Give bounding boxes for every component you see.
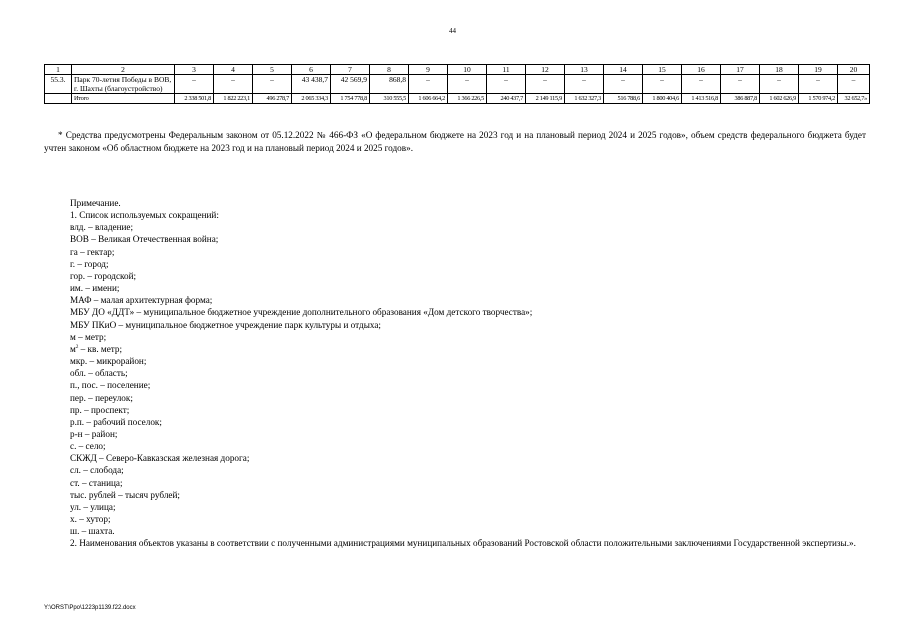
table-header-cell: 6	[292, 65, 331, 75]
abbreviation-item: сл. – слобода;	[70, 465, 124, 476]
table-header-cell: 17	[721, 65, 760, 75]
abbreviation-item: гор. – городской;	[70, 270, 137, 281]
table-header-cell: 8	[370, 65, 409, 75]
abbreviation-item: обл. – область;	[70, 368, 128, 379]
table-cell: –	[799, 75, 838, 94]
abbreviation-item: пр. – проспект;	[70, 404, 130, 415]
abbreviation-item: га – гектар;	[70, 246, 115, 257]
table-cell: 1 800 404,6	[643, 94, 682, 104]
footnote: * Средства предусмотрены Федеральным законом от 05.12.2022 № 466-ФЗ «О федеральном бюджете на 2023 год и на плановый период 2024 и 2025 годов», объем средств федерального бюджета будет учтен законом «Об областном бюджете на 2023 год и на плановый период 2024 и 2025 годов».	[44, 130, 866, 153]
notes-heading: Примечание.	[70, 198, 121, 208]
notes-section	[70, 197, 866, 550]
table-cell: 2 149 115,9	[526, 94, 565, 104]
table-cell: 516 788,6	[604, 94, 643, 104]
table-header-row	[45, 65, 870, 75]
abbreviation-item: пер. – переулок;	[70, 392, 133, 403]
table-row	[45, 75, 870, 94]
table-header-cell: 15	[643, 65, 682, 75]
table-cell: –	[526, 75, 565, 94]
table-header-cell: 18	[760, 65, 799, 75]
abbreviation-item: ул. – улица;	[70, 501, 116, 512]
file-path: Y:\ORST\Ppo\1223p1139.f22.docx	[44, 605, 136, 611]
table-cell: 310 555,5	[370, 94, 409, 104]
table-cell: 1 602 626,9	[760, 94, 799, 104]
abbreviation-item: мкр. – микрорайон;	[70, 356, 147, 367]
table-cell: 55.3.	[45, 75, 72, 94]
table-header-cell: 7	[331, 65, 370, 75]
table-header-cell: 4	[214, 65, 253, 75]
table-header-cell: 3	[175, 65, 214, 75]
table-header-cell: 10	[448, 65, 487, 75]
table-cell: –	[682, 75, 721, 94]
page-number: 44	[449, 27, 456, 35]
abbreviation-list	[70, 221, 866, 343]
table-cell: 1 606 664,2	[409, 94, 448, 104]
table-header-cell: 11	[487, 65, 526, 75]
table-cell: –	[487, 75, 526, 94]
table-cell: 2 338 501,8	[175, 94, 214, 104]
table-cell: 1 754 778,8	[331, 94, 370, 104]
table-header-cell: 19	[799, 65, 838, 75]
table-total-row	[45, 94, 870, 104]
abbreviation-item: ст. – станица;	[70, 477, 123, 488]
table-cell: Парк 70-летия Победы в ВОВ, г. Шахты (благоустройство)	[72, 75, 175, 94]
table-cell: 1 632 327,3	[565, 94, 604, 104]
table-cell: –	[409, 75, 448, 94]
table-cell: 240 437,7	[487, 94, 526, 104]
table-cell: –	[175, 75, 214, 94]
table-cell: 1 413 516,8	[682, 94, 721, 104]
budget-table	[44, 64, 870, 104]
table-cell: –	[604, 75, 643, 94]
abbreviation-item: м – метр;	[70, 331, 107, 342]
abbreviation-item: х. – хутор;	[70, 514, 111, 525]
table-header-cell: 12	[526, 65, 565, 75]
abbreviation-item: МАФ – малая архитектурная форма;	[70, 295, 213, 306]
abbreviation-item: $м^2$ – кв. метр;	[70, 343, 123, 354]
abbreviation-item: влд. – владение;	[70, 222, 134, 233]
table-header-cell: 1	[45, 65, 72, 75]
table-cell: 496 278,7	[253, 94, 292, 104]
abbreviation-list	[70, 355, 866, 537]
table-header-cell: 16	[682, 65, 721, 75]
table-cell: 32 652,7»	[838, 94, 870, 104]
table-cell: –	[838, 75, 870, 94]
table-cell: –	[448, 75, 487, 94]
notes-item-1: 1. Список используемых сокращений:	[70, 210, 219, 221]
abbreviation-item: ш. – шахта.	[70, 526, 115, 537]
abbreviation-item: ВОВ – Великая Отечественная война;	[70, 234, 219, 245]
table-cell: 42 569,9	[331, 75, 370, 94]
table-cell: 1 822 223,1	[214, 94, 253, 104]
abbreviation-item: тыс. рублей – тысяч рублей;	[70, 489, 180, 500]
table-cell: 1 366 226,5	[448, 94, 487, 104]
table-cell: –	[760, 75, 799, 94]
table-cell: –	[643, 75, 682, 94]
table-cell: 43 438,7	[292, 75, 331, 94]
notes-item-2: 2. Наименования объектов указаны в соответствии с полученными администрациями муниципальных образований Ростовской области положительными заключениями Государственной экспертизы.».	[70, 538, 856, 549]
table-cell: 1 570 974,2	[799, 94, 838, 104]
abbreviation-item: г. – город;	[70, 258, 109, 269]
abbreviation-item: р-н – район;	[70, 428, 118, 439]
abbreviation-item: п., пос. – поселение;	[70, 380, 151, 391]
table-cell: 868,8	[370, 75, 409, 94]
table-header-cell: 14	[604, 65, 643, 75]
abbreviation-item: р.п. – рабочий поселок;	[70, 416, 162, 427]
abbreviation-item: им. – имени;	[70, 283, 120, 294]
total-label: Итого	[72, 94, 175, 104]
abbreviation-item: с. – село;	[70, 441, 106, 452]
table-cell: –	[214, 75, 253, 94]
table-cell: 2 065 334,3	[292, 94, 331, 104]
table-header-cell: 13	[565, 65, 604, 75]
table-header-cell: 9	[409, 65, 448, 75]
table-header-cell: 5	[253, 65, 292, 75]
table-header-cell: 20	[838, 65, 870, 75]
table-cell: –	[721, 75, 760, 94]
abbreviation-item: СКЖД – Северо-Кавказская железная дорога;	[70, 453, 250, 464]
table-cell: –	[565, 75, 604, 94]
abbreviation-item: МБУ ПКиО – муниципальное бюджетное учреждение парк культуры и отдыха;	[70, 319, 381, 330]
table-cell	[45, 94, 72, 104]
table-header-cell: 2	[72, 65, 175, 75]
table-cell: –	[253, 75, 292, 94]
abbreviation-item: МБУ ДО «ДДТ» – муниципальное бюджетное учреждение дополнительного образования «Дом детского творчества»;	[70, 307, 533, 318]
table-cell: 386 887,8	[721, 94, 760, 104]
